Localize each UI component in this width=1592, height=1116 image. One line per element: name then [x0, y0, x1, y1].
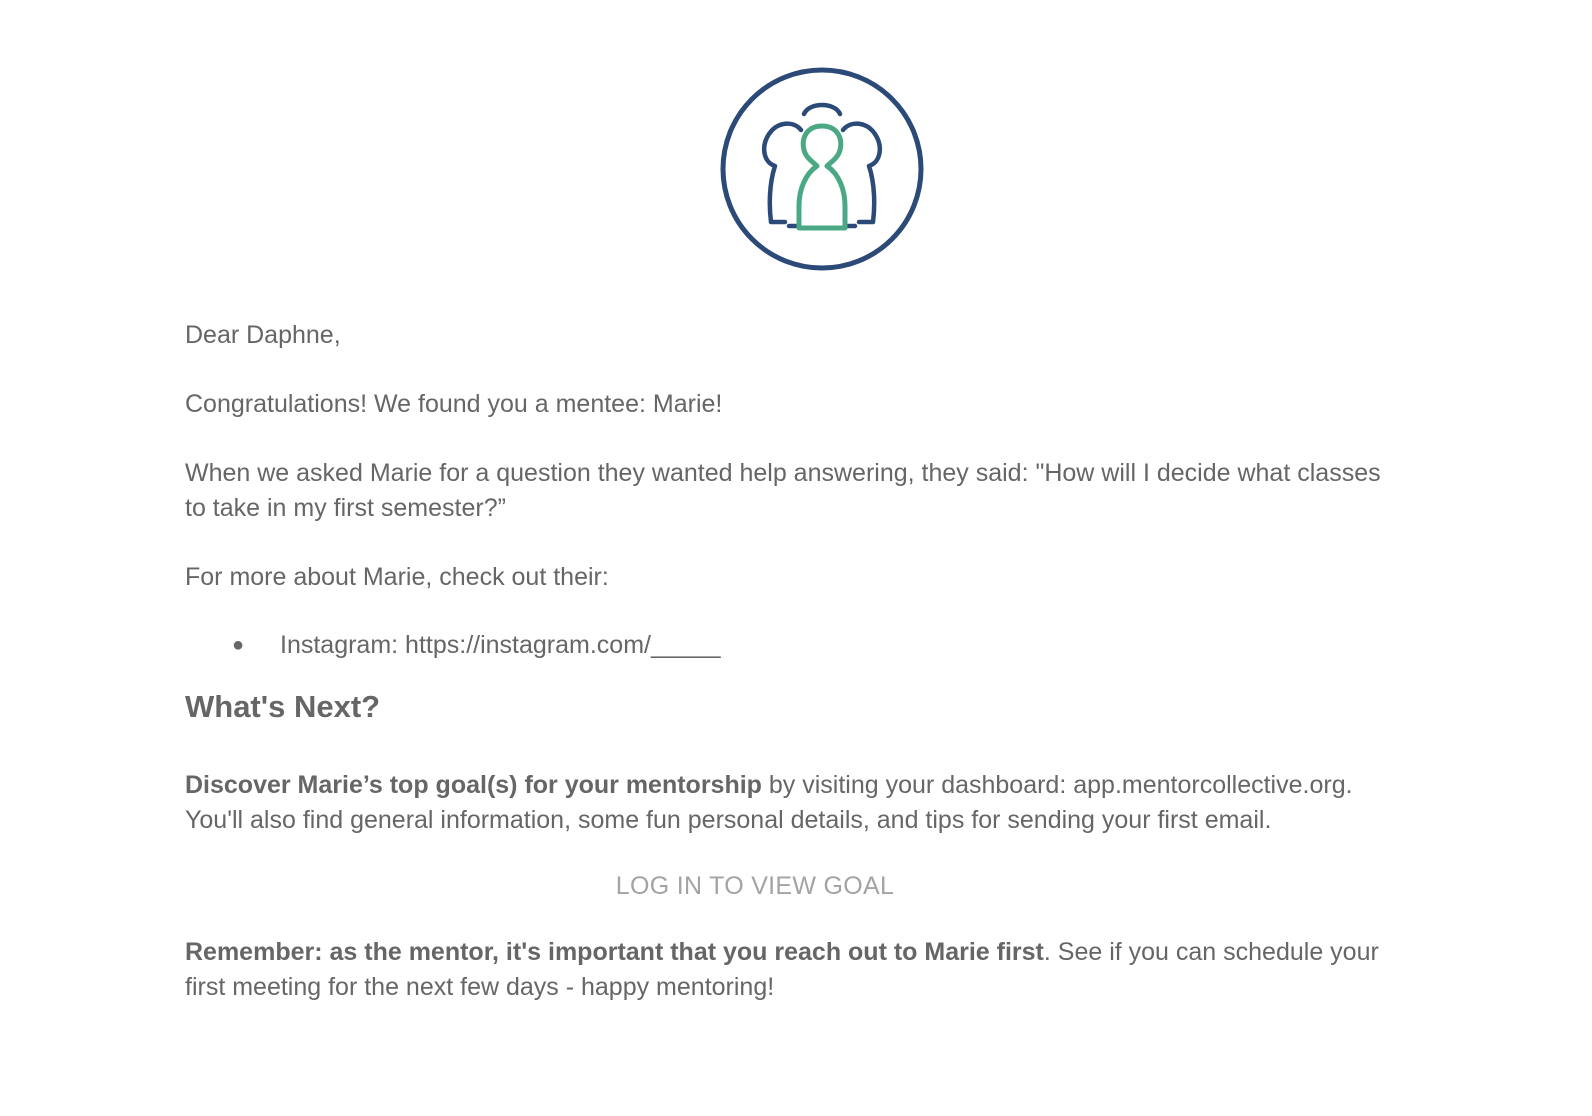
instagram-link[interactable]: Instagram: https://instagram.com/_____ [280, 631, 721, 659]
cta-row [185, 869, 1325, 904]
whats-next-heading: What's Next? [185, 689, 381, 724]
log-in-to-view-goal-button[interactable]: LOG IN TO VIEW GOAL [615, 872, 895, 900]
congratulations-text: Congratulations! We found you a mentee: Marie! [185, 390, 723, 418]
reminder-bold: Remember: as the mentor, it's important that you reach out to Marie first [185, 938, 1044, 966]
bullet-icon: ● [232, 634, 245, 656]
reminder-text [185, 935, 1405, 1005]
discover-goals-rest: by visiting your dashboard: app.mentorcollective.org. You'll also find general information, some fun personal details, and tips for sending your first email. [185, 771, 1353, 834]
greeting: Dear Daphne, [185, 321, 341, 349]
discover-goals-bold: Discover Marie’s top goal(s) for your mentorship [185, 771, 762, 799]
discover-goals-text [185, 768, 1405, 838]
email-body [185, 318, 1405, 1005]
mentee-question-text: When we asked Marie for a question they wanted help answering, they said: "How will I decide what classes to take in my first semester?” [185, 459, 1381, 522]
list-item [185, 628, 1405, 663]
social-links-list [185, 628, 1405, 663]
more-about-text: For more about Marie, check out their: [185, 563, 609, 591]
mentor-collective-logo-icon [719, 66, 925, 272]
reminder-rest: . See if you can schedule your first meeting for the next few days - happy mentoring! [185, 938, 1379, 1001]
